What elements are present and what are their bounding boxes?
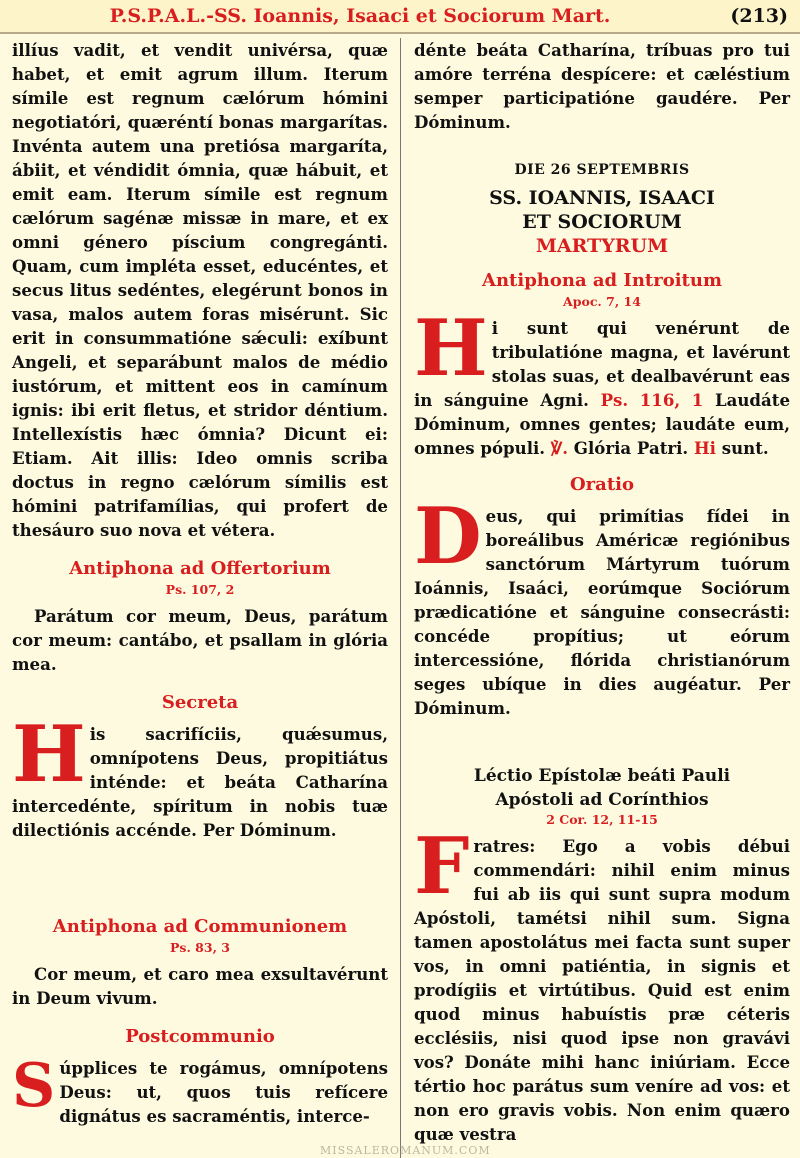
epistle-text-block <box>414 821 790 1146</box>
epistle-title-line2: Apóstoli ad Corínthios <box>495 790 709 810</box>
introit-psalm-text: Laudáte Dóminum, omnes gentes; laudáte eum, omnes pópuli. <box>414 390 790 458</box>
epistle-title-line1: Léctio Epístolæ beáti Pauli <box>473 766 731 786</box>
feast-title-line3: MARTYRUM <box>535 235 669 257</box>
communion-heading: Antiphona ad Communionem <box>52 916 348 937</box>
introit-text: i sunt qui venérunt de tribulatióne magna, et lavérunt stolas suas, et dealbavérunt eas in sánguine Agni. <box>414 318 790 410</box>
secret-heading: Secreta <box>161 692 239 713</box>
collect-text-block <box>414 491 790 720</box>
introit-text-block <box>414 303 790 460</box>
collect-text: eus, qui primítias fídei in boreálibus Américæ regiónibus sanctórum Mártyrum tuórum Ioánnis, Isaáci, eorúmque Sociórum prædicatióne et sánguine consecrásti: concéde propítius; ut eórum intercessióne, flórida christianórum seges ubíque in dies augéatur. Per Dóminum. <box>414 506 790 718</box>
introit-heading: Antiphona ad Introitum <box>481 270 722 291</box>
right-column <box>414 38 790 1146</box>
introit-repeat-end: sunt. <box>721 438 769 458</box>
left-column <box>12 38 388 1128</box>
column-divider <box>400 38 401 1158</box>
introit-ref: Apoc. 7, 14 <box>563 294 641 309</box>
postcommunion-initial: S <box>12 1051 56 1121</box>
collect-heading: Oratio <box>570 474 634 495</box>
secret-initial: H <box>12 709 86 800</box>
introit-psalm-ref: Ps. 116, 1 <box>600 390 704 410</box>
header-title: P.S.P.A.L.-SS. Ioannis, Isaaci et Sociorum Mart. <box>109 5 611 27</box>
gloria-patri: Glória Patri. <box>573 438 689 458</box>
page-number: (213) <box>730 5 788 27</box>
introit-initial: H <box>414 303 488 394</box>
communion-ref: Ps. 83, 3 <box>170 940 230 955</box>
introit-repeat: Hi <box>693 438 716 458</box>
watermark: MISSALEROMANUM.COM <box>320 1144 491 1157</box>
running-header <box>0 0 800 34</box>
prayer-continuation: dénte beáta Catharína, tríbuas pro tui amóre terréna despícere: et cæléstium semper participatióne gaudére. Per Dóminum. <box>414 40 790 132</box>
communion-text: Cor meum, et caro mea exsultavérunt in Deum vivum. <box>12 964 388 1008</box>
postcommunion-heading: Postcommunio <box>125 1026 275 1047</box>
secret-text-block <box>12 709 388 842</box>
collect-initial: D <box>414 491 482 582</box>
secret-text: is sacrifíciis, quǽsumus, omnípotens Deus, propitiátus inténde: et beáta Catharína intercedénte, spíritum in nobis tuæ dilectiónis accénde. Per Dóminum. <box>12 724 388 840</box>
postcommunion-text-block <box>12 1051 388 1128</box>
offertory-heading: Antiphona ad Offertorium <box>69 558 331 579</box>
feast-title-line1: SS. IOANNIS, ISAACI <box>489 187 715 209</box>
feast-title-line2: ET SOCIORUM <box>522 211 682 233</box>
feast-date: DIE 26 SEPTEMBRIS <box>514 162 690 178</box>
versicle-symbol: ℣. <box>550 438 569 458</box>
epistle-ref: 2 Cor. 12, 11-15 <box>546 812 658 827</box>
offertory-ref: Ps. 107, 2 <box>165 582 235 597</box>
postcommunion-text: úpplices te rogámus, omnípotens Deus: ut, quos tuis refícere dignátus es sacraméntis, interce- <box>59 1058 388 1126</box>
epistle-text: ratres: Ego a vobis débui commendári: nihil enim minus fui ab iis qui sunt supra modum Apóstoli, tamétsi nihil sum. Signa tamen apostolátus mei facta sunt super vos, in omni patiéntia, in signis et prodígiis et virtútibus. Quid est enim quod minus habuístis præ céteris ecclésiis, nisi quod ipse non gravávi vos? Donáte mihi hanc iniúriam. Ecce tértio hoc parátus sum veníre ad vos: et non ero gravis vobis. Non enim quæro quæ vestra <box>414 836 790 1144</box>
offertory-text: Parátum cor meum, Deus, parátum cor meum: cantábo, et psallam in glória mea. <box>12 606 388 674</box>
epistle-initial: F <box>414 821 470 912</box>
gospel-continuation: illíus vadit, et vendit univérsa, quæ habet, et emit agrum illum. Iterum símile est regnum cælórum hómini negotiatóri, quæréntí bonas margarítas. Invénta autem una pretiósa margaríta, ábiit, et véndidit ómnia, quæ hábuit, et emit eam. Iterum símile est regnum cælórum sagénæ missæ in mare, et ex omni género píscium congregánti. Quam, cum impléta esset, educéntes, et secus litus sedéntes, elegérunt bonos in vasa, malos autem foras misérunt. Sic erit in consummatióne sǽculi: exíbunt Angeli, et separábunt malos de médio iustórum, et mittent eos in camínum ignis: ibi erit fletus, et stridor déntium. Intellexístis hæc ómnia? Dicunt ei: Etiam. Ait illis: Ideo omnis scriba doctus in regno cælórum símilis est hómini patrifamílias, qui profert de thesáuro suo nova et vétera. <box>12 40 388 540</box>
